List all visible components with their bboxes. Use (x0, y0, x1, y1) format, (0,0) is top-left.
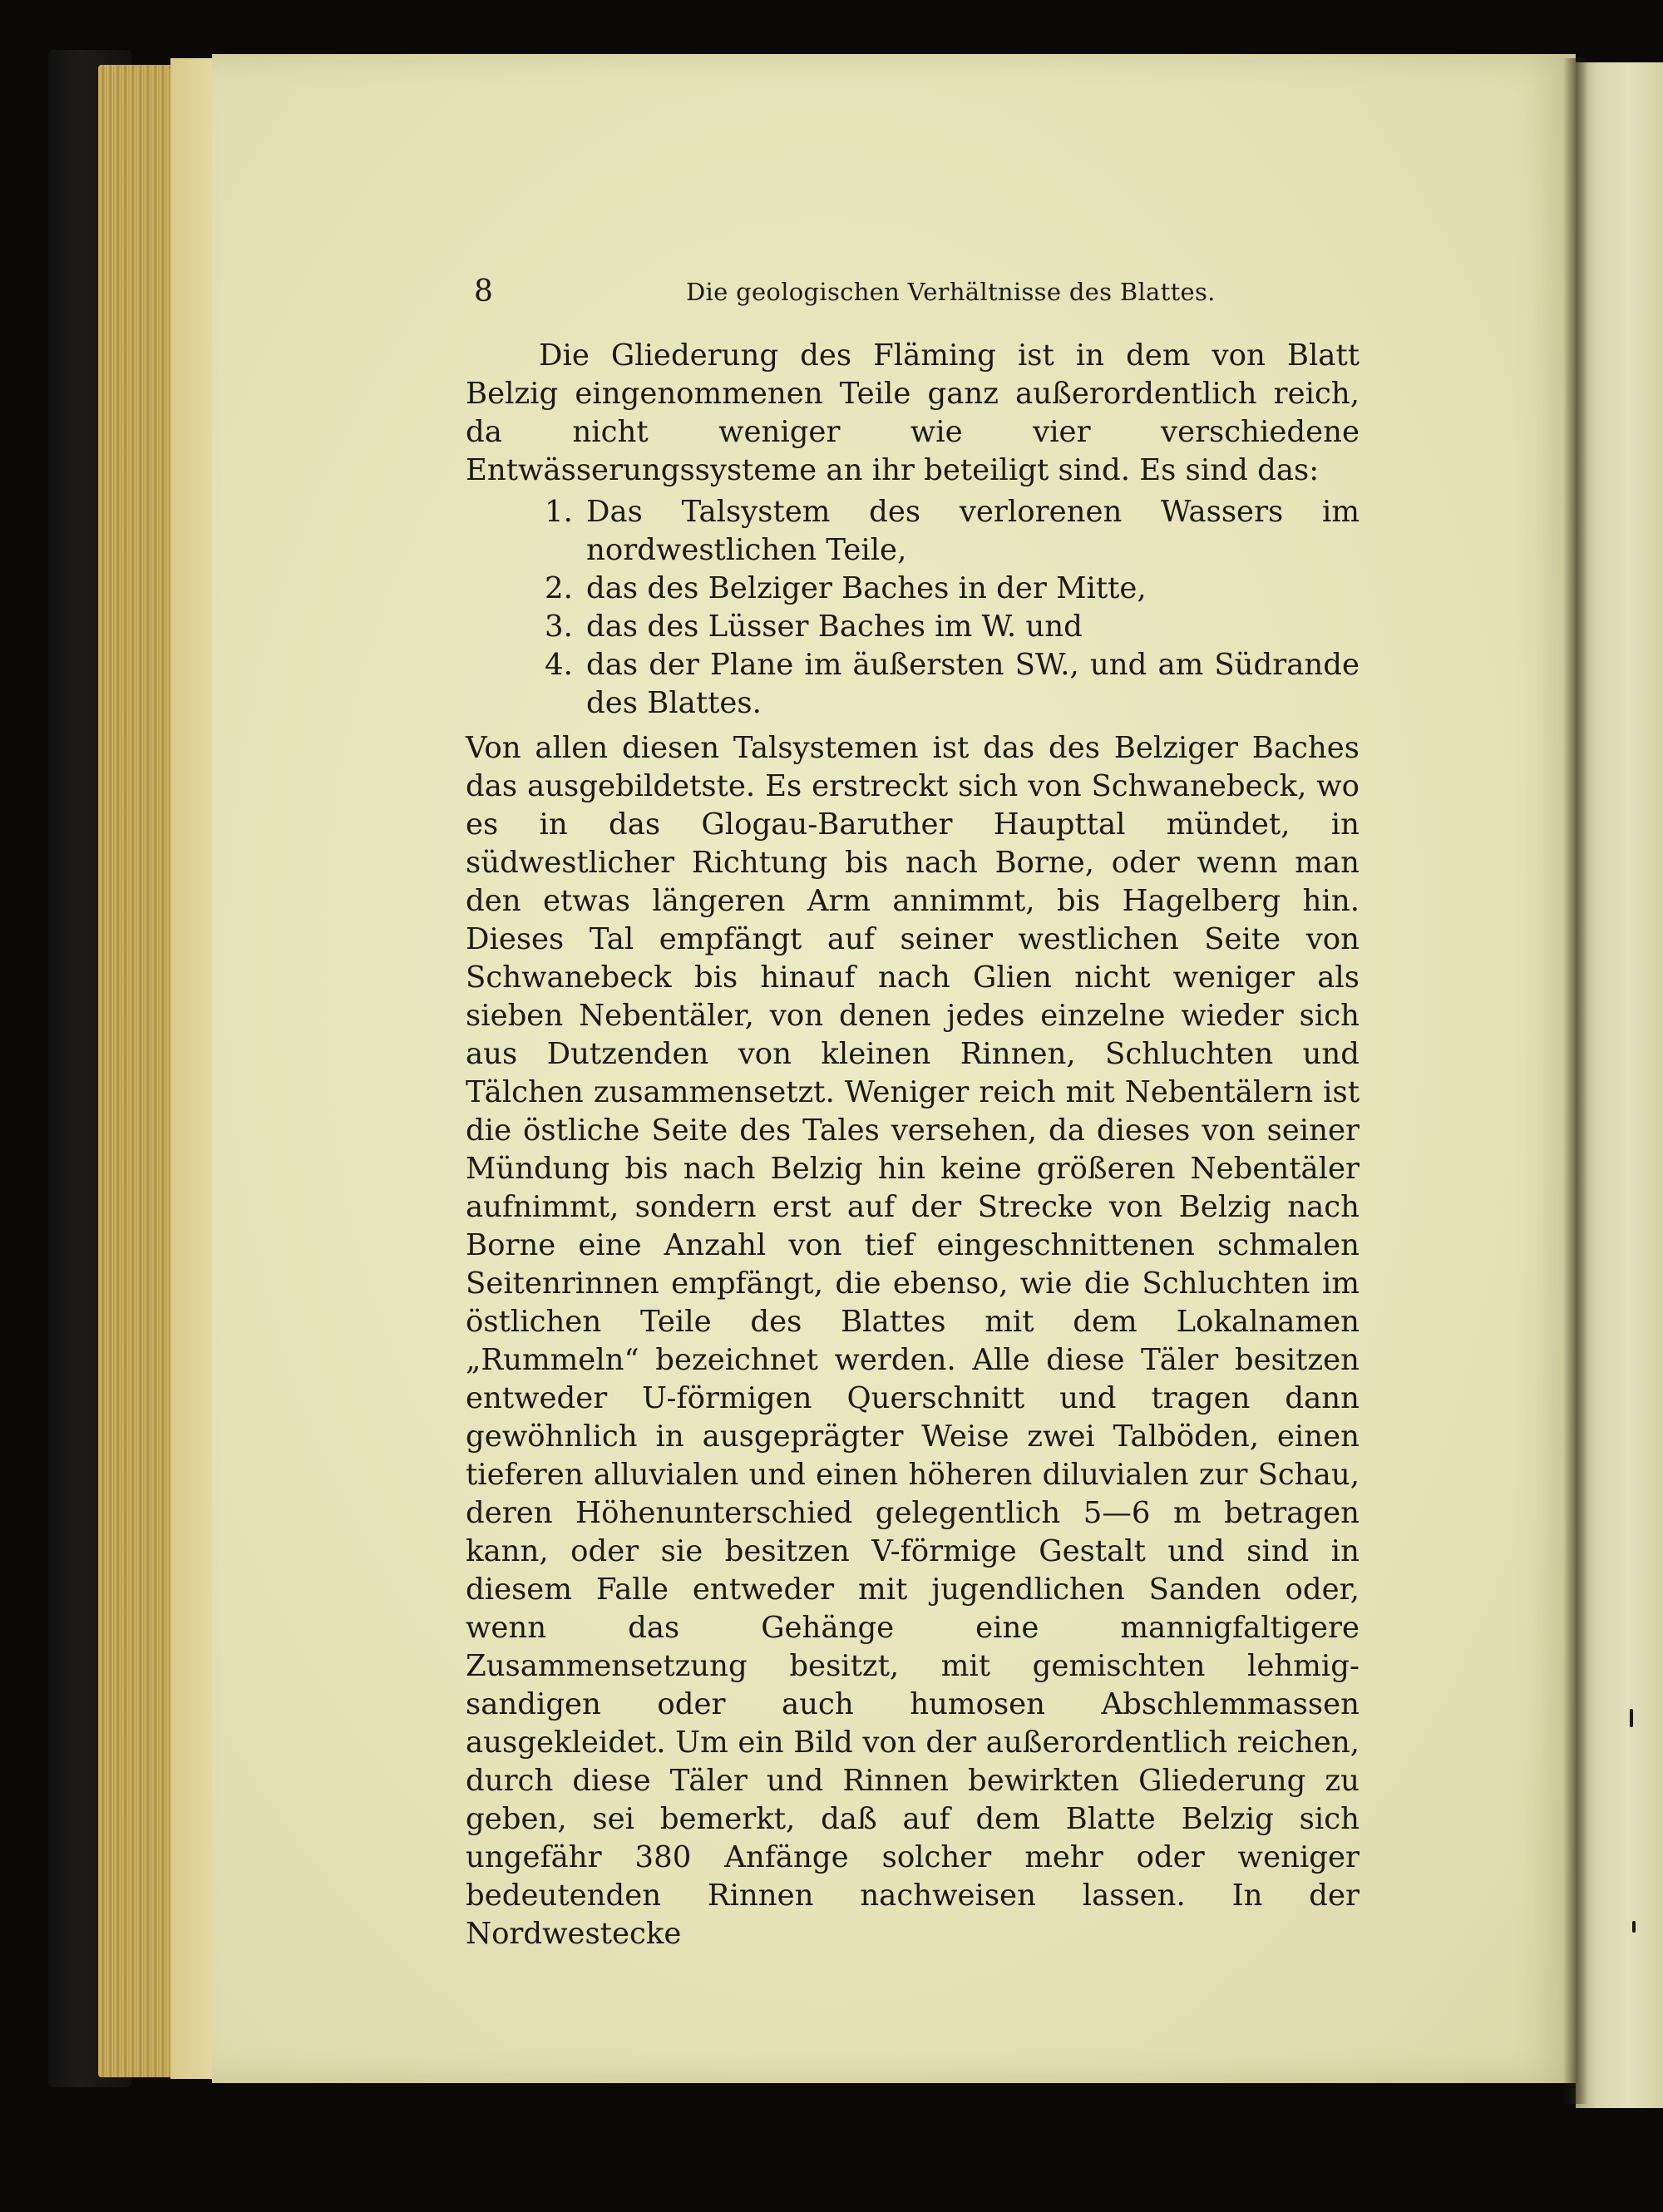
list-item-text: das des Lüsser Baches im W. und (586, 610, 1083, 644)
page-header (474, 274, 1339, 318)
list-item-number: 3. (545, 610, 573, 644)
list-item-number: 4. (545, 648, 573, 682)
list-item-text: Das Talsystem des verlorenen Wassers im nordwestlichen Teile, (586, 495, 1360, 567)
body-text (466, 337, 1360, 1953)
drainage-system-list (466, 493, 1360, 723)
page-number: 8 (474, 274, 493, 309)
list-item-number: 2. (545, 571, 573, 605)
facing-page-mark (1632, 1921, 1636, 1933)
list-item-number: 1. (545, 495, 573, 529)
intro-paragraph: Die Gliederung des Fläming ist in dem von Blatt Belzig eingenommenen Teile ganz außerordentlich reich, da nicht weniger wie vier verschiedene Entwässerungssysteme an ihr beteiligt sind. Es sind das: (466, 338, 1360, 487)
facing-page-mark (1630, 1709, 1633, 1727)
list-item (466, 570, 1360, 608)
list-item-text: das des Belziger Baches in der Mitte, (586, 571, 1147, 605)
list-item (466, 493, 1360, 570)
list-item (466, 646, 1360, 723)
running-head: Die geologischen Verhältnisse des Blattes. (686, 278, 1216, 306)
page-gutter (1563, 58, 1588, 2104)
facing-page (1576, 62, 1663, 2108)
list-item-text: das der Plane im äußersten SW., und am Südrande des Blattes. (586, 648, 1360, 720)
main-paragraph: Von allen diesen Talsystemen ist das des Belziger Baches das ausgebildetste. Es erstreckt sich von Schwanebeck, wo es in das Glogau-Baruther Haupttal mündet, in südwestlicher Richtung bis nach Borne, oder wenn man den etwas längeren Arm annimmt, bis Hagelberg hin. Dieses Tal empfängt auf seiner westlichen Seite von Schwanebeck bis hinauf nach Glien nicht weniger als sieben Nebentäler, von denen jedes einzelne wieder sich aus Dutzenden von kleinen Rinnen, Schluchten und Tälchen zusammensetzt. Weniger reich mit Nebentälern ist die östliche Seite des Tales versehen, da dieses von seiner Mündung bis nach Belzig hin keine größeren Nebentäler aufnimmt, sondern erst auf der Strecke von Belzig nach Borne eine Anzahl von tief eingeschnittenen schmalen Seitenrinnen empfängt, die ebenso, wie die Schluchten im östlichen Teile des Blattes mit dem Lokalnamen „Rummeln“ bezeichnet werden. Alle diese Täler besitzen entweder U-förmigen Querschnitt und tragen dann gewöhnlich in ausgeprägter Weise zwei Talböden, einen tieferen alluvialen und einen höheren diluvialen zur Schau, deren Höhenunterschied gelegentlich 5—6 m betragen kann, oder sie besitzen V-förmige Gestalt und sind in diesem Falle entweder mit jugendlichen Sanden oder, wenn das Gehänge eine mannigfaltigere Zusammensetzung besitzt, mit gemischten lehmig-sandigen oder auch humosen Abschlemmassen ausgekleidet. Um ein Bild von der außerordentlich reichen, durch diese Täler und Rinnen bewirkten Gliederung zu geben, sei bemerkt, daß auf dem Blatte Belzig sich ungefähr 380 Anfänge solcher mehr oder weniger bedeutenden Rinnen nachweisen lassen. In der Nordwestecke (466, 731, 1360, 1951)
list-item (466, 608, 1360, 646)
